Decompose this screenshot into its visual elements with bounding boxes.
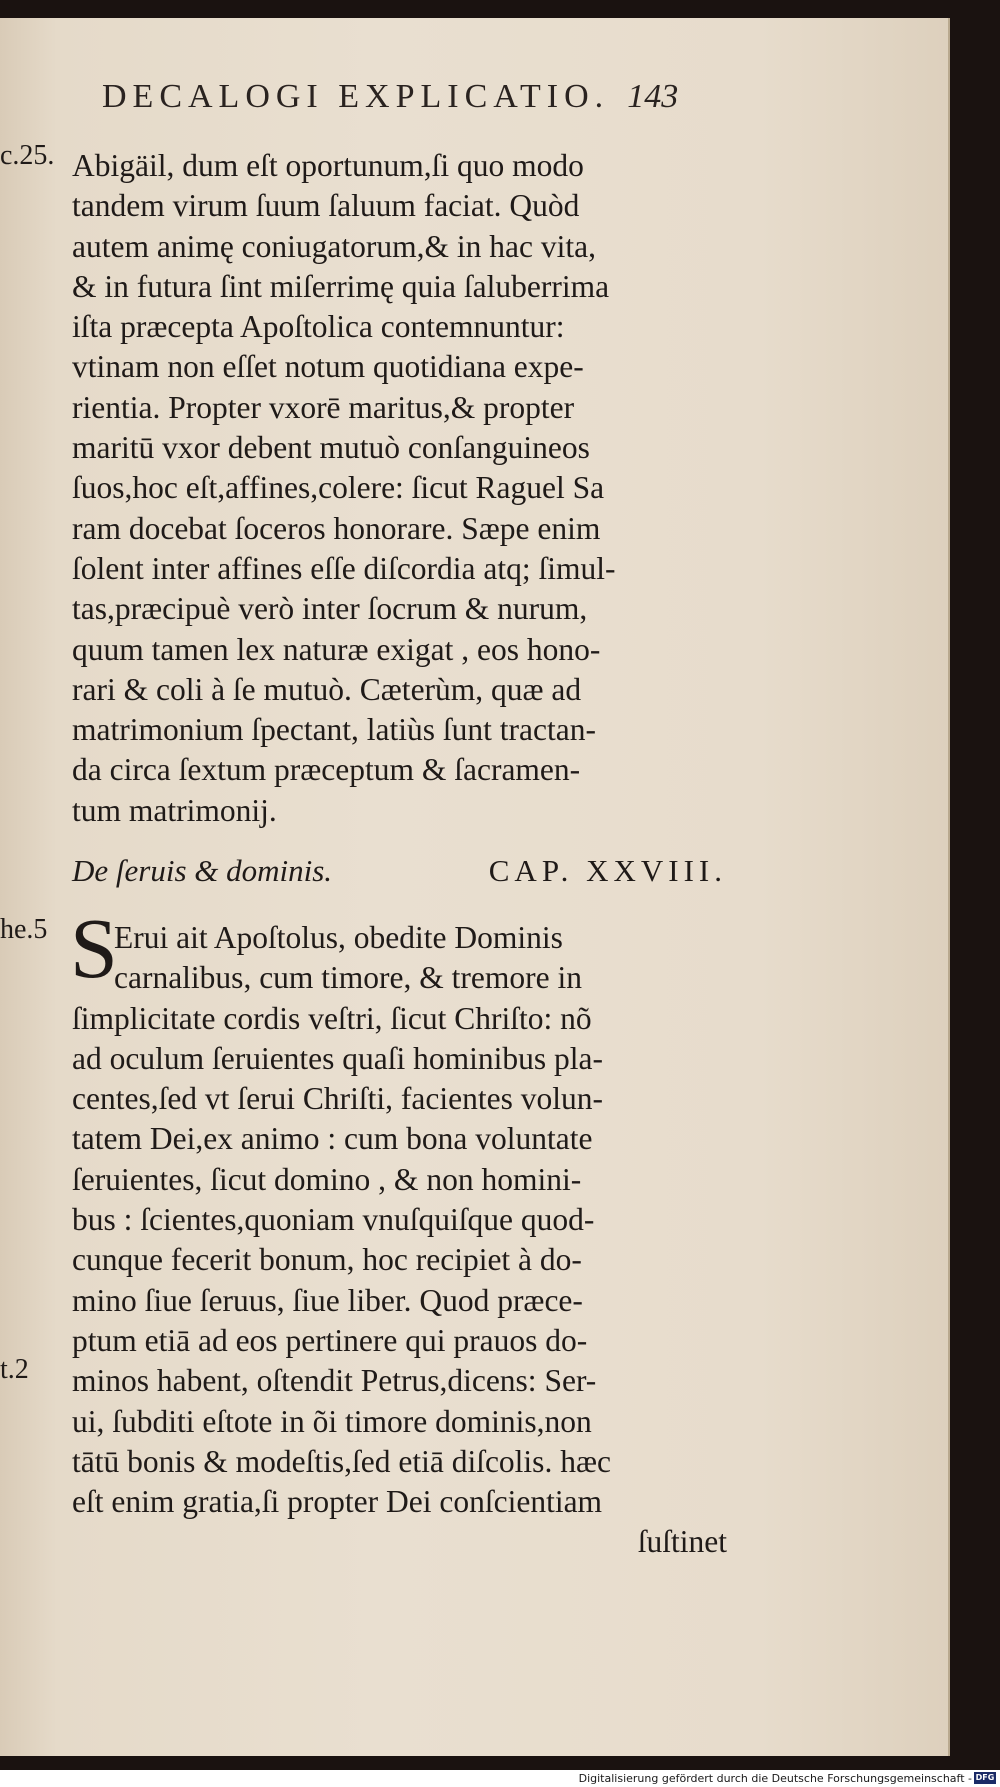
book-page: [0, 18, 950, 1756]
text-line: Abigäil, dum eſt oportunum,ſi quo modo: [72, 148, 584, 183]
text-line: ui, ſubditi eſtote in õi timore dominis,non: [72, 1403, 592, 1439]
text-line: minos habent, oſtendit Petrus,dicens: Ser-: [72, 1363, 597, 1399]
page-number: 143: [627, 78, 679, 115]
text-line: autem animę coniugatorum,& in hac vita,: [72, 228, 596, 264]
text-line: ptum etiā ad eos pertinere qui prauos do-: [72, 1322, 588, 1358]
text-line: tum matrimonij.: [72, 792, 277, 828]
text-line: cunque fecerit bonum, hoc recipiet à do-: [72, 1242, 582, 1278]
text-line: ram docebat ſoceros honorare. Sæpe enim: [72, 510, 601, 546]
text-line: bus : ſcientes,quoniam vnuſquiſque quod-: [72, 1202, 595, 1238]
text-line: vtinam non eſſet notum quotidiana expe-: [72, 349, 584, 385]
text-block-2: [72, 918, 727, 1563]
margin-note: t.2: [0, 1354, 29, 1385]
margin-note: he.5: [0, 914, 48, 945]
text-line: mino ſiue ſeruus, ſiue liber. Quod præce-: [72, 1282, 583, 1318]
text-line: centes,ſed vt ſerui Chriſti, facientes volun-: [72, 1081, 603, 1117]
digitization-footer: [0, 1770, 1000, 1787]
text-line: rientia. Propter vxorē maritus,& propter: [72, 389, 575, 425]
text-line: tātū bonis & modeſtis,ſed etiā diſcolis. hæc: [72, 1443, 611, 1479]
text-block-1: [72, 146, 727, 831]
chapter-heading: [72, 851, 727, 891]
text-line: ſuos,hoc eſt,affines,colere: ſicut Raguel Sa: [72, 470, 605, 506]
catchword: ſuſtinet: [637, 1524, 727, 1560]
text-line: & in futura ſint miſerrimę quia ſaluberrima: [72, 268, 610, 304]
text-line: carnalibus, cum timore, & tremore in: [114, 960, 582, 996]
funding-credit: Digitalisierung gefördert durch die Deutsche Forschungsgemeinschaft -: [578, 1772, 972, 1785]
text-line: tandem virum ſuum ſaluum faciat. Quòd: [72, 188, 580, 224]
text-line: rari & coli à ſe mutuò. Cæterùm, quæ ad: [72, 671, 582, 707]
text-line: eſt enim gratia,ſi propter Dei conſcientiam: [72, 1484, 603, 1520]
chapter-title: De ſeruis & dominis.: [72, 853, 333, 888]
text-line: ſolent inter affines eſſe diſcordia atq; ſimul-: [72, 550, 616, 586]
text-line: ad oculum ſeruientes quaſi hominibus pla-: [72, 1040, 604, 1076]
text-line: iſta præcepta Apoſtolica contemnuntur:: [72, 309, 565, 345]
text-line: ſeruientes, ſicut domino , & non homini-: [72, 1161, 582, 1197]
text-line: matrimonium ſpectant, latiùs ſunt tractan-: [72, 712, 596, 748]
dfg-logo: DFG: [975, 1773, 995, 1782]
running-head-title: DECALOGI EXPLICATIO.: [102, 78, 610, 115]
text-line: quum tamen lex naturæ exigat , eos hono-: [72, 631, 601, 667]
text-line: da circa ſextum præceptum & ſacramen-: [72, 752, 581, 788]
drop-capital: S: [70, 900, 118, 996]
margin-note: c.25.: [0, 140, 55, 171]
text-line: tas,præcipuè verò inter ſocrum & nurum,: [72, 591, 588, 627]
chapter-number: CAP. XXVIII.: [488, 853, 727, 888]
text-line: maritū vxor debent mutuò conſanguineos: [72, 430, 590, 466]
running-head: [102, 78, 678, 116]
text-line: tatem Dei,ex animo : cum bona voluntate: [72, 1121, 593, 1157]
text-line: ſimplicitate cordis veſtri, ſicut Chriſto: nõ: [72, 1000, 592, 1036]
text-line: Erui ait Apoſtolus, obedite Dominis: [114, 920, 563, 955]
